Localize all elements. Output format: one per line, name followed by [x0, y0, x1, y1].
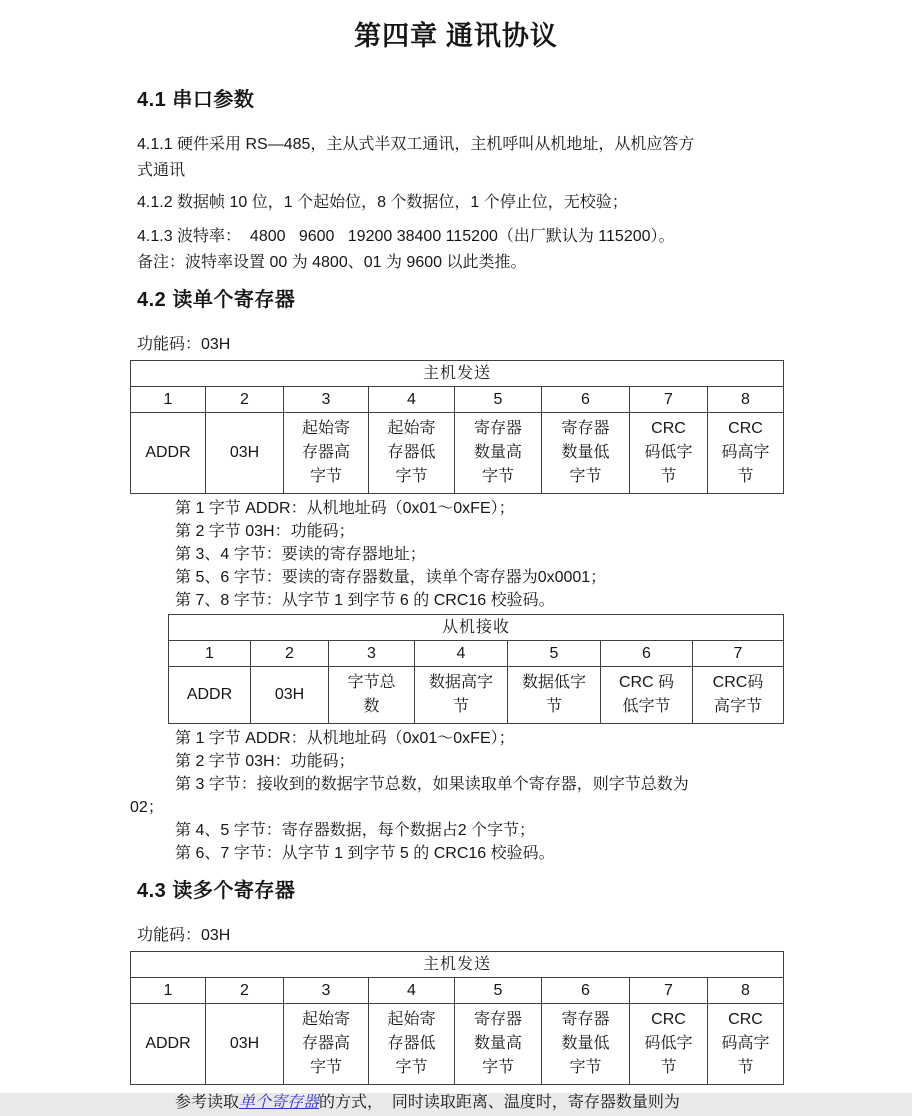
byte-field-cell: ADDR [131, 413, 206, 494]
byte-index-cell: 7 [630, 978, 708, 1004]
section-4-3-heading: 4.3 读多个寄存器 [137, 880, 296, 902]
byte-field-cell: 起始寄存器低字节 [369, 413, 455, 494]
byte-index-cell: 7 [630, 387, 708, 413]
byte-field-cell: 起始寄存器高字节 [284, 1004, 369, 1085]
byte-field-cell: 字节总数 [329, 667, 415, 724]
section-4-1-heading: 4.1 串口参数 [137, 89, 255, 111]
byte-index-cell: 1 [169, 641, 251, 667]
byte-field-cell: 数据高字节 [415, 667, 508, 724]
byte-field-cell: 寄存器数量低字节 [542, 1004, 630, 1085]
byte-field-cell: 起始寄存器低字节 [369, 1004, 455, 1085]
chapter-title: 第四章 通讯协议 [354, 21, 558, 51]
byte-index-cell: 3 [284, 978, 369, 1004]
byte-index-cell: 6 [601, 641, 693, 667]
slave-receive-table [168, 614, 784, 724]
byte-field-cell: 03H [206, 1004, 284, 1085]
byte-index-cell: 1 [131, 387, 206, 413]
closing-suffix: 的方式， 同时读取距离、温度时，寄存器数量则为 [319, 1094, 680, 1111]
byte-index-cell: 2 [206, 978, 284, 1004]
byte-index-cell: 5 [455, 978, 542, 1004]
byte-field-cell: CRC 码低字节 [601, 667, 693, 724]
byte-index-cell: 1 [131, 978, 206, 1004]
master-send-table [130, 360, 784, 494]
section-4-2-heading: 4.2 读单个寄存器 [137, 289, 296, 311]
note-line: 第 7、8 字节：从字节 1 到字节 6 的 CRC16 校验码。 [175, 592, 555, 609]
byte-index-cell: 3 [284, 387, 369, 413]
function-code-label: 功能码：03H [137, 927, 231, 944]
table-caption: 从机接收 [169, 615, 784, 641]
closing-paragraph [130, 1090, 783, 1116]
note-line: 第 2 字节 03H：功能码； [175, 753, 355, 770]
master-send-table [130, 951, 784, 1085]
closing-prefix: 参考读取 [175, 1094, 240, 1111]
byte-field-cell: CRC码高字节 [693, 667, 784, 724]
byte-index-cell: 6 [542, 387, 630, 413]
note-line: 第 1 字节 ADDR：从机地址码（0x01～0xFE）； [175, 730, 515, 747]
byte-index-cell: 2 [206, 387, 284, 413]
byte-index-cell: 5 [455, 387, 542, 413]
note-line: 第 5、6 字节：要读的寄存器数量，读单个寄存器为0x0001； [175, 569, 607, 586]
byte-index-cell: 4 [369, 978, 455, 1004]
note-line: 第 3 字节：接收到的数据字节总数，如果读取单个寄存器，则字节总数为 [175, 776, 689, 793]
page-content [130, 88, 783, 1116]
byte-field-cell: 寄存器数量低字节 [542, 413, 630, 494]
byte-index-cell: 5 [508, 641, 601, 667]
byte-index-cell: 3 [329, 641, 415, 667]
receive-notes [130, 727, 783, 865]
byte-index-cell: 8 [708, 978, 784, 1004]
byte-field-cell: CRC 码高字节 [708, 1004, 784, 1085]
byte-field-cell: 03H [206, 413, 284, 494]
note-line: 第 6、7 字节：从字节 1 到字节 5 的 CRC16 校验码。 [175, 845, 555, 862]
byte-field-cell: CRC 码低字节 [630, 1004, 708, 1085]
byte-field-cell: ADDR [131, 1004, 206, 1085]
table-caption: 主机发送 [131, 361, 784, 387]
paragraph-line: 4.1.1 硬件采用 RS—485，主从式半双工通讯，主机呼叫从机地址，从机应答方 [137, 136, 695, 153]
byte-field-cell: 03H [251, 667, 329, 724]
note-line: 02； [130, 799, 164, 816]
note-line: 第 4、5 字节：寄存器数据，每个数据占2 个字节； [175, 822, 536, 839]
byte-field-cell: 数据低字节 [508, 667, 601, 724]
single-register-link[interactable]: 单个寄存器 [239, 1094, 320, 1111]
note-line: 第 2 字节 03H：功能码； [175, 523, 355, 540]
note-line: 第 3、4 字节：要读的寄存器地址； [175, 546, 426, 563]
byte-field-cell: CRC 码低字节 [630, 413, 708, 494]
table-caption: 主机发送 [131, 952, 784, 978]
byte-index-cell: 6 [542, 978, 630, 1004]
send-notes [130, 497, 783, 612]
byte-field-cell: 起始寄存器高字节 [284, 413, 369, 494]
byte-index-cell: 2 [251, 641, 329, 667]
byte-field-cell: 寄存器数量高字节 [455, 413, 542, 494]
note-line: 第 1 字节 ADDR：从机地址码（0x01～0xFE）； [175, 500, 515, 517]
byte-field-cell: ADDR [169, 667, 251, 724]
byte-index-cell: 4 [415, 641, 508, 667]
paragraph-line: 4.1.2 数据帧 10 位，1 个起始位，8 个数据位，1 个停止位，无校验； [137, 194, 628, 211]
function-code-label: 功能码：03H [137, 336, 231, 353]
byte-field-cell: CRC 码高字节 [708, 413, 784, 494]
paragraph-line: 式通讯 [137, 162, 186, 179]
paragraph-line: 备注：波特率设置 00 为 4800、01 为 9600 以此类推。 [137, 254, 527, 271]
byte-field-cell: 寄存器数量高字节 [455, 1004, 542, 1085]
byte-index-cell: 4 [369, 387, 455, 413]
paragraph-line: 4.1.3 波特率： 4800 9600 19200 38400 115200（出厂默认为 115200）。 [137, 228, 675, 245]
byte-index-cell: 8 [708, 387, 784, 413]
byte-index-cell: 7 [693, 641, 784, 667]
